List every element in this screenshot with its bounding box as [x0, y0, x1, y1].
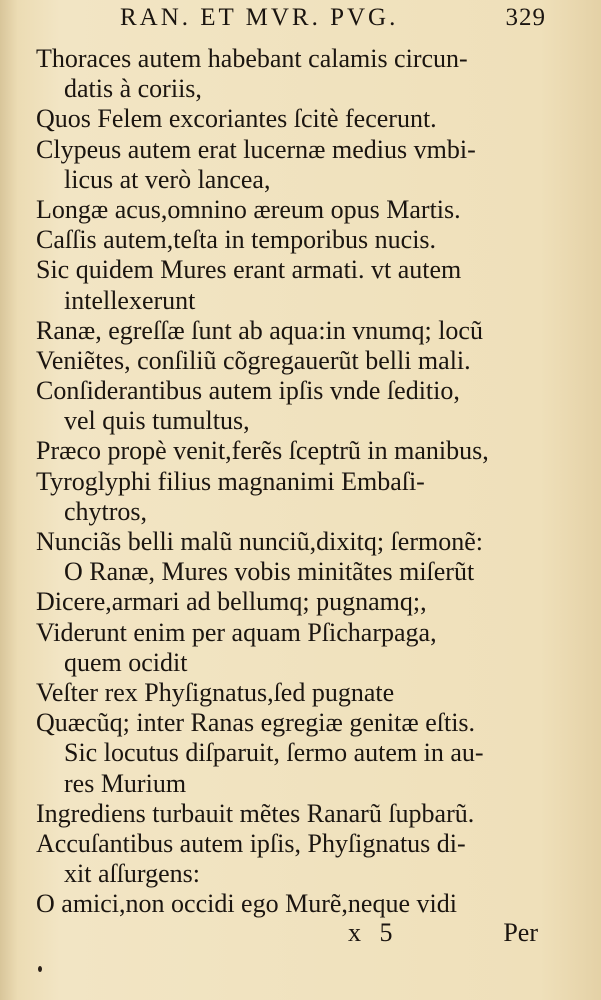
text-line: res Murium: [64, 768, 187, 798]
text-line: licus at verò lancea,: [64, 164, 271, 194]
text-line: Veſter rex Phyſignatus,ſed pugnate: [36, 677, 395, 707]
page-footer: [36, 918, 544, 952]
text-line: Viderunt enim per aquam Pſicharpaga,: [36, 617, 437, 647]
text-line: Quæcũq; inter Ranas egregiæ genitæ eſtis.: [36, 708, 476, 738]
poem-text: [36, 44, 544, 919]
signature-mark: x 5: [348, 918, 399, 947]
page-number: 329: [505, 4, 546, 31]
text-line: Ranæ, egreſſæ ſunt ab aqua:in vnumq; locũ: [36, 315, 483, 345]
text-line: xit aſſurgens:: [64, 859, 201, 889]
text-line: Sic locutus diſparuit, ſermo autem in au-: [64, 738, 484, 768]
text-line: O Ranæ, Mures vobis minitãtes miſerũt: [64, 557, 475, 587]
text-line: Caſſis autem,teſta in temporibus nucis.: [36, 225, 437, 255]
text-line: datis à coriis,: [64, 74, 202, 104]
running-head: RAN. ET MVR. PVG.: [120, 4, 399, 31]
text-line: vel quis tumultus,: [64, 406, 250, 436]
text-line: Quos Felem excoriantes ſcitè fecerunt.: [36, 104, 437, 134]
text-line: Veniẽtes, conſiliũ cõgregauerũt belli mali.: [36, 345, 471, 375]
text-line: Longæ acus,omnino æreum opus Martis.: [36, 194, 461, 224]
text-line: O amici,non occidi ego Murẽ,neque vidi: [36, 889, 457, 919]
text-line: Sic quidem Mures erant armati. vt autem: [36, 255, 462, 285]
page-header: [120, 4, 560, 36]
text-line: quem ocidit: [64, 647, 188, 677]
catchword: Per: [503, 918, 538, 947]
text-line: chytros,: [64, 496, 148, 526]
ink-speck: [38, 966, 42, 972]
text-line: Dicere,armari ad bellumq; pugnamq;,: [36, 587, 427, 617]
text-line: Præco propè venit,ferẽs ſceptrũ in manibus,: [36, 436, 489, 466]
text-line: Tyroglyphi filius magnanimi Embaſi-: [36, 466, 425, 496]
text-line: Thoraces autem habebant calamis circun-: [36, 44, 468, 73]
text-line: Nunciãs belli malũ nunciũ,dixitq; ſermonẽ:: [36, 527, 483, 556]
text-line: Accuſantibus autem ipſis, Phyſignatus di-: [36, 828, 466, 858]
text-line: Clypeus autem erat lucernæ medius vmbi-: [36, 134, 476, 164]
text-line: Conſiderantibus autem ipſis vnde ſeditio,: [36, 376, 460, 406]
text-line: intellexerunt: [64, 285, 196, 315]
text-line: Ingrediens turbauit mẽtes Ranarũ ſupbarũ.: [36, 798, 475, 828]
